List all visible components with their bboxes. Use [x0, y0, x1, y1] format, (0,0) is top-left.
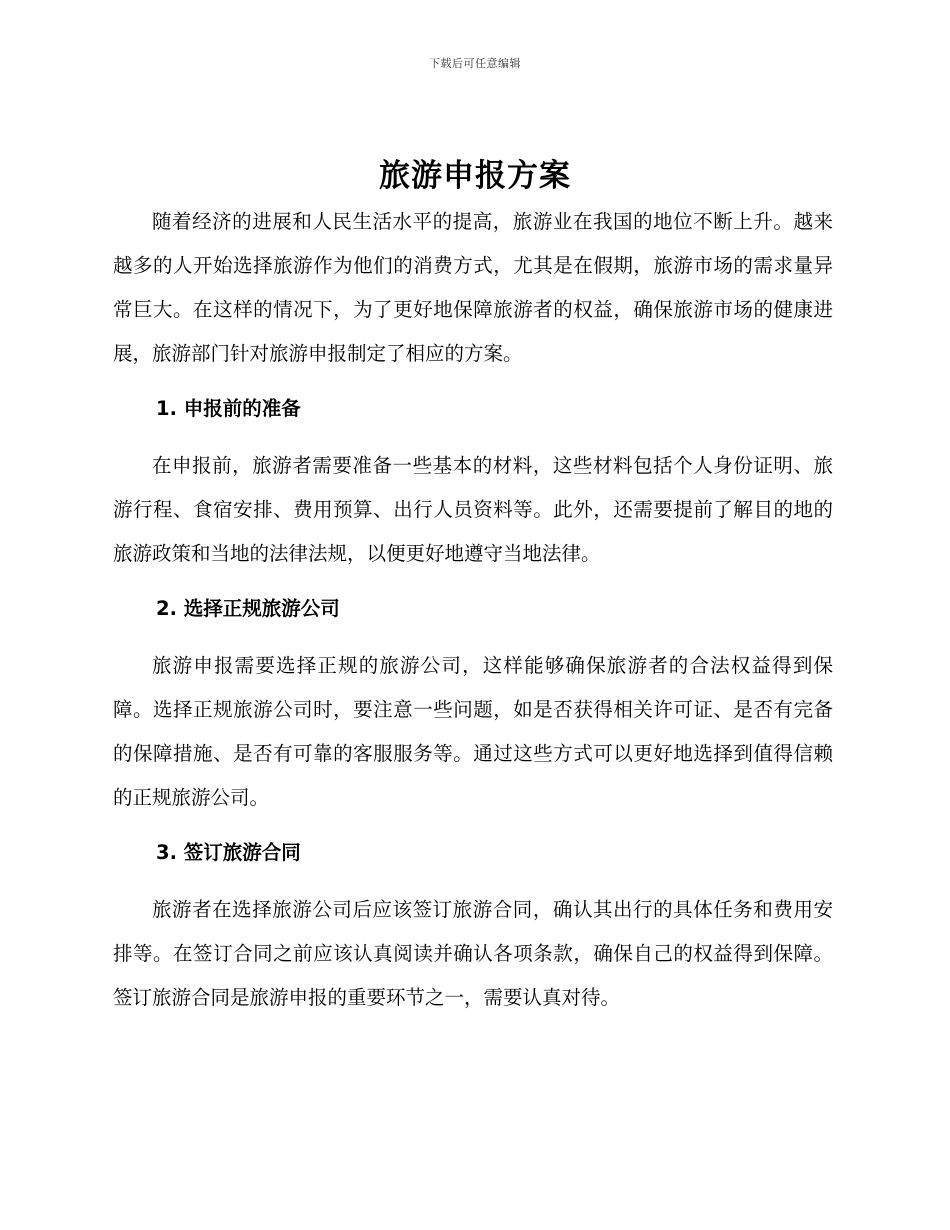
section-paragraph-contract: 旅游者在选择旅游公司后应该签订旅游合同，确认其出行的具体任务和费用安排等。在签订合同之前应该认真阅读并确认各项条款，确保自己的权益得到保障。签订旅游合同是旅游申报的重要环节之一，需要认真对待。: [113, 898, 833, 1009]
intro-paragraph: 随着经济的进展和人民生活水平的提高，旅游业在我国的地位不断上升。越来越多的人开始选择旅游作为他们的消费方式，尤其是在假期，旅游市场的需求量异常巨大。在这样的情况下，为了更好地保障旅游者的权益，确保旅游市场的健康进展，旅游部门针对旅游申报制定了相应的方案。: [113, 210, 833, 365]
section-heading-preparation: 1. 申报前的准备: [156, 397, 301, 420]
document-title: 旅游申报方案: [379, 158, 571, 194]
section-heading-agency: 2. 选择正规旅游公司: [156, 597, 340, 620]
section-paragraph-preparation: 在申报前，旅游者需要准备一些基本的材料，这些材料包括个人身份证明、旅游行程、食宿安排、费用预算、出行人员资料等。此外，还需要提前了解目的地的旅游政策和当地的法律法规，以便更好地遵守当地法律。: [113, 454, 833, 565]
section-heading-contract: 3. 签订旅游合同: [156, 841, 301, 864]
document-body: [113, 200, 833, 1020]
header-note: 下载后可任意编辑: [429, 57, 521, 70]
section-paragraph-agency: 旅游申报需要选择正规的旅游公司，这样能够确保旅游者的合法权益得到保障。选择正规旅游公司时，要注意一些问题，如是否获得相关许可证、是否有完备的保障措施、是否有可靠的客服服务等。通过这些方式可以更好地选择到值得信赖的正规旅游公司。: [113, 654, 833, 809]
